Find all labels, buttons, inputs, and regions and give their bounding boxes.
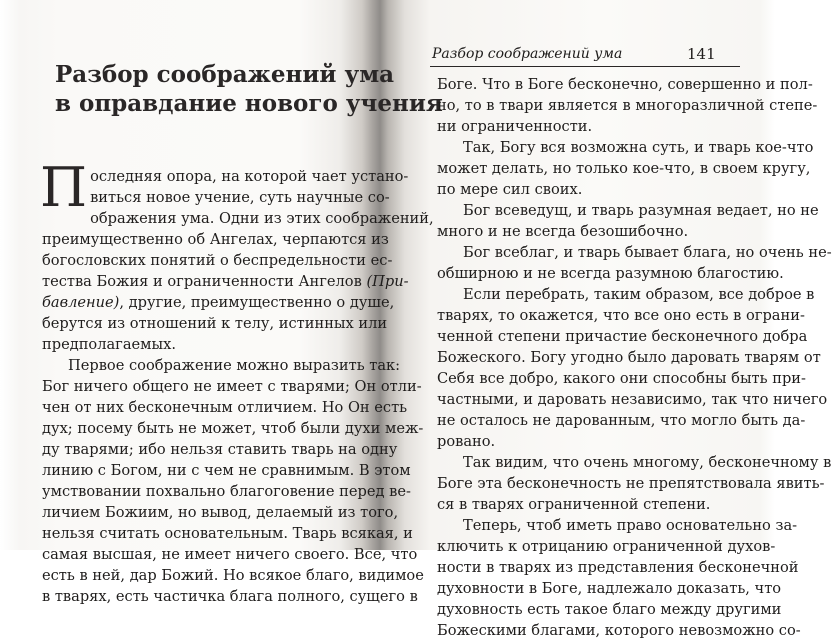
right-page-body xyxy=(437,74,832,641)
text-line xyxy=(42,292,395,313)
text-line: личием Божиим, но вывод, делаемый из того, xyxy=(42,504,399,521)
text-line: по мере сил своих. xyxy=(437,181,583,198)
text-line xyxy=(42,271,409,292)
text-line: чен от них бесконечным отличием. Но Он есть xyxy=(42,399,408,416)
text-line: оследняя опора, на которой чает устано- xyxy=(90,168,409,185)
text-line: Первое соображение можно выразить так: xyxy=(68,357,401,374)
text-line: ченной степени причастие бесконечного добра xyxy=(437,328,808,345)
text-line: самая высшая, не имеет ничего своего. Все, что xyxy=(42,546,418,563)
text-line: духовность есть такое благо между другими xyxy=(437,601,782,618)
text-line: Боге эта бесконечность не препятствовала явить- xyxy=(437,475,825,492)
text-line: ду тварями; ибо нельзя ставить тварь на одну xyxy=(42,441,398,458)
text-line: ключить к отрицанию ограниченной духов- xyxy=(437,538,776,555)
text-line: Бог ничего общего не имеет с тварями; Он отли- xyxy=(42,378,422,395)
text-line: Себя все добро, какого они способны быть при- xyxy=(437,370,806,387)
text-line: обширною и не всегда разумною благостию. xyxy=(437,265,784,282)
text-line: ности в тварях из представления бесконечной xyxy=(437,559,799,576)
text-line: нельзя считать основательным. Тварь всякая, и xyxy=(42,525,413,542)
text-line: может делать, но только кое-что, в своем кругу, xyxy=(437,160,811,177)
text-line: Божескими благами, которого невозможно со- xyxy=(437,622,801,639)
text-line: умствовании похвально благоговение перед ве- xyxy=(42,483,411,500)
text-line: Так, Богу вся возможна суть, и тварь кое-что xyxy=(463,139,814,156)
text-line: Так видим, что очень многому, бесконечному в xyxy=(463,454,832,471)
chapter-title xyxy=(55,60,443,118)
italic-bavlenie: бавление) xyxy=(42,294,120,311)
text-line: есть в ней, дар Божий. Но всякое благо, видимое xyxy=(42,567,424,584)
text-line: виться новое учение, суть научные со- xyxy=(90,189,390,206)
running-header: Разбор соображений ума xyxy=(432,46,623,62)
page-number: 141 xyxy=(687,45,716,63)
text-line: много и не всегда безошибочно. xyxy=(437,223,689,240)
text-line: духовности в Боге, надлежало доказать, что xyxy=(437,580,782,597)
text-line: ображения ума. Одни из этих соображений, xyxy=(90,210,434,227)
text-line: Бог всеведущ, и тварь разумная ведает, но не xyxy=(463,202,819,219)
text-line: Бог всеблаг, и тварь бывает блага, но очень не- xyxy=(463,244,832,261)
right-page xyxy=(382,0,832,639)
text-line: дух; посему быть не может, чтоб были духи меж- xyxy=(42,420,424,437)
italic-pri: (При- xyxy=(366,273,409,290)
text-line: линию с Богом, ни с чем не сравнимым. В этом xyxy=(42,462,411,479)
text-line: ся в тварях ограниченной степени. xyxy=(437,496,711,513)
text-line: предполагаемых. xyxy=(42,336,176,353)
text-line: в тварях, есть частичка блага полного, сущего в xyxy=(42,588,418,605)
text-line: богословских понятий о беспредельности ес- xyxy=(42,252,393,269)
text-line: преимущественно об Ангелах, черпаются из xyxy=(42,231,389,248)
text-fragment: , другие, преимущественно о душе, xyxy=(119,294,395,311)
left-page-body xyxy=(40,156,434,607)
drop-cap: П xyxy=(40,156,88,219)
text-line: частными, и даровать независимо, так что ничего xyxy=(437,391,828,408)
text-line: ровано. xyxy=(437,433,496,450)
text-line: но, то в твари является в многоразличной степе- xyxy=(437,97,818,114)
header-rule xyxy=(430,66,740,67)
text-line: Божеского. Богу угодно было даровать тварям от xyxy=(437,349,821,366)
chapter-title-line-2: в оправдание нового учения xyxy=(55,90,443,117)
chapter-title-line-1: Разбор соображений ума xyxy=(55,61,395,88)
text-line: Боге. Что в Боге бесконечно, совершенно и пол- xyxy=(437,76,813,93)
text-line: Теперь, чтоб иметь право основательно за- xyxy=(463,517,798,534)
text-line: берутся из отношений к телу, истинных или xyxy=(42,315,388,332)
text-line: ни ограниченности. xyxy=(437,118,593,135)
text-fragment: тества Божия и ограниченности Ангелов xyxy=(42,273,362,290)
text-line: тварях, то окажется, что все оно есть в ограни- xyxy=(437,307,805,324)
text-line: не осталось не дарованным, что могло быть да- xyxy=(437,412,806,429)
text-line: Если перебрать, таким образом, все доброе в xyxy=(463,286,815,303)
